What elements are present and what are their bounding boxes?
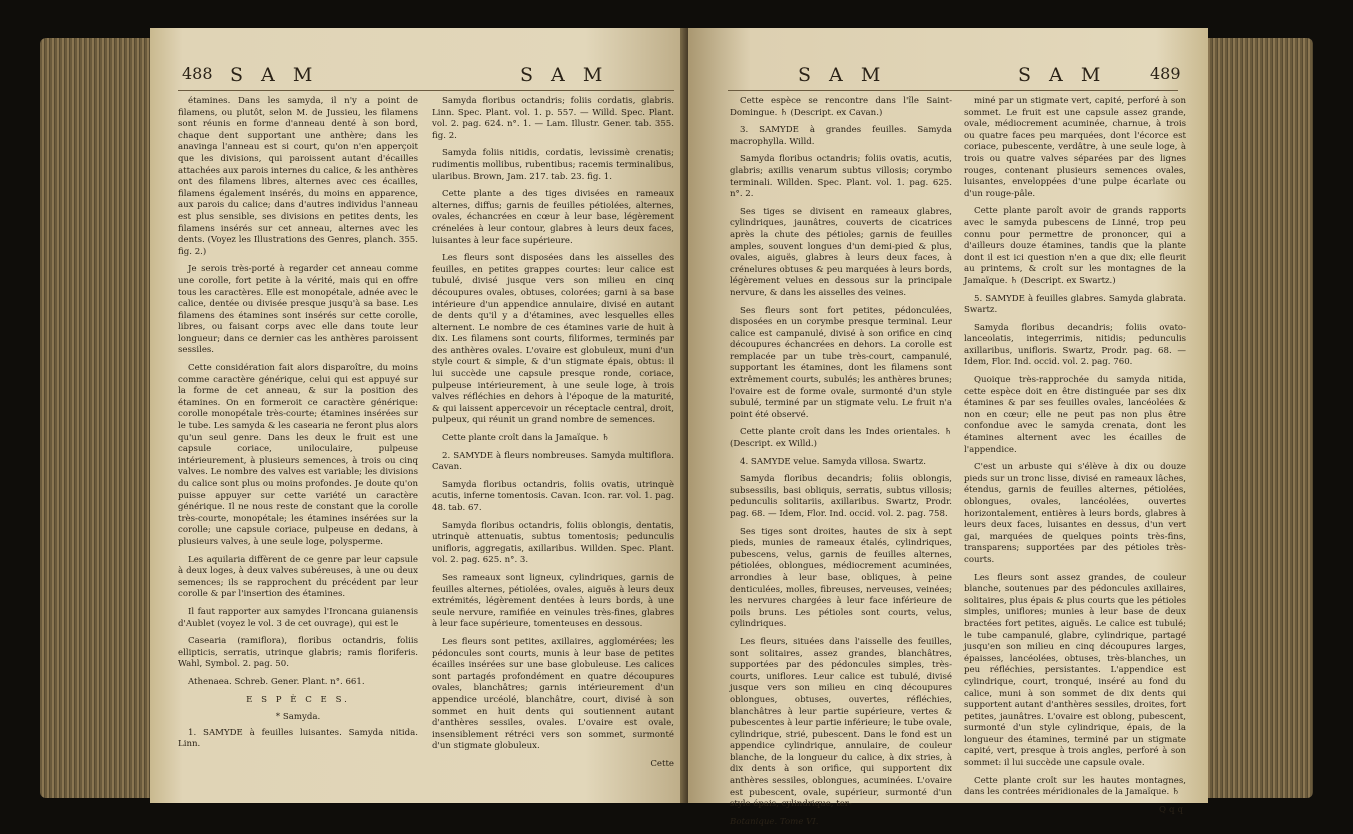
section-heading: E S P È C E S. <box>246 694 350 705</box>
paragraph: C'est un arbuste qui s'élève à dix ou douze pieds sur un tronc lisse, divisé en rameaux lâches, étendus, garnis de feuilles alternes, pétiolées, oblongues, ovales, lancéolées, ouvertes horizontalement, entières à leurs bords, glabres à leurs deux faces, luisantes en dessus, d'un vert gai, marquées de quelques points très-fins, transparens; supportées par des pétioles très-courts. <box>964 462 1186 565</box>
page-edges-left <box>40 38 160 798</box>
catchword: Cette <box>650 758 674 769</box>
paragraph: Il faut rapporter aux samydes l'Ironcana guianensis d'Aublet (voyez le vol. 3 de cet ouvrage), qui est le <box>178 606 418 629</box>
open-book <box>40 20 1313 827</box>
column-left <box>178 96 418 757</box>
paragraph: Casearia (ramiflora), floribus octandris, foliis ellipticis, serratis, utrinque glabris; ramis floriferis. Wahl, Symbol. 2. pag. 50. <box>178 636 418 670</box>
page-number: 488 <box>182 64 213 83</box>
paragraph: miné par un stigmate vert, capité, perforé à son sommet. Le fruit est une capsule assez grande, ovale, médiocrement acuminée, charnue, à trois ou quatre faces peu marquées, dont l'écorce est coriace, pubescente, verdâtre, à une seule loge, à trois ou quatre valves séparées par des lignes rouges, contenant plusieurs semences ovales, luisantes, enveloppées d'une pulpe écarlate ou d'un rouge-pâle. <box>964 96 1186 199</box>
paragraph: Samyda floribus octandris, foliis ovatis, utrinquè acutis, inferne tomentosis. Cavan. Icon. rar. vol. 1. pag. 48. tab. 67. <box>432 479 674 513</box>
running-header: S A M <box>230 64 319 86</box>
paragraph: Cette espèce se rencontre dans l'île Saint-Domingue. ♄ (Descript. ex Cavan.) <box>730 96 952 118</box>
paragraph: Cette plante croît sur les hautes montagnes, dans les contrées méridionales de la Jamaïque. ♄ <box>964 775 1186 798</box>
paragraph: Les fleurs sont assez grandes, de couleur blanche, soutenues par des pédoncules axillaires, solitaires, plus épais & plus courts que les pétioles simples, uniflores; munies à leur base de deux bractées fort petites, aiguës. Le calice est tubulé; le tube campanulé, glabre, cylindrique, partagé jusqu'en son milieu en cinq découpures larges, épaisses, lancéolées, obtuses, très-blanches, un peu réfléchies, persistantes. L'appendice est cylindrique, court, tronqué, inséré au fond du calice, muni à son sommet de dix dents qui supportent autant d'anthères sessiles, droites, fort petites, jaunâtres. L'ovaire est oblong, pubescent, surmonté d'un style cylindrique, épais, de la longueur des étamines, terminé par un stigmate capité, vert, presque à trois angles, perforé à son sommet: il lui succède une capsule ovale. <box>964 572 1186 769</box>
page-edges-right <box>1193 38 1313 798</box>
paragraph: Les fleurs sont disposées dans les aisselles des feuilles, en petites grappes courtes: leur calice est tubulé, divisé jusque vers son milieu en cinq découpures ovales, obtuses, colorées; garni à sa base intérieure d'un appendice annulaire, divisé en autant de dents qu'il y a d'étamines, avec lesquelles elles alternent. Le nombre de ces étamines varie de huit à dix. Les filamens sont courts, filiformes, terminés par des anthères ovales. L'ovaire est globuleux, muni d'un style court & simple, & d'un stigmate épais, obtus: il lui succède une capsule presque ronde, coriace, pulpeuse intérieurement, à une seule loge, à trois valves réfléchies en dehors à l'époque de la maturité, & qui laissent appercevoir un réceptacle central, droit, pulpeux, qui réunit un grand nombre de semences. <box>432 253 674 426</box>
paragraph: 5. SAMYDE à feuilles glabres. Samyda glabrata. Swartz. <box>964 293 1186 316</box>
paragraph: Cette plante croît dans la Jamaïque. ♄ <box>442 433 610 444</box>
subsection-heading: * Samyda. <box>275 712 321 723</box>
paragraph: Ses fleurs sont fort petites, pédonculées, disposées en un corymbe presque terminal. Leur calice est campanulé, divisé à son orifice en cinq découpures échancrées en dehors. La corolle est remplacée par un tube très-court, campanulé, supportant les étamines, dont les filamens sont extrêmement courts, subulés; les anthères brunes; l'ovaire est de forme ovale, surmonté d'un style subulé, terminé par un stigmate velu. Le fruit n'a point été observé. <box>730 305 952 420</box>
paragraph: Je serois très-porté à regarder cet anneau comme une corolle, fort petite à la vérité, mais qui en offre tous les caractères. Elle est monopétale, adnée avec le calice, dentée ou divisée presque jusqu'à sa base. Les filamens des étamines sont insérés sur cette corolle, libres, ou faisant corps avec elle dans toute leur longueur; dans ce dernier cas les anthères paroissent sessiles. <box>178 264 418 356</box>
header-rule <box>178 90 674 91</box>
paragraph: Athenaea. Schreb. Gener. Plant. n°. 661. <box>188 676 365 687</box>
paragraph: étamines. Dans les samyda, il n'y a point de filamens, ou plutôt, selon M. de Jussieu, les filamens sont réunis en forme d'anneau denté à son bord, chaque dent supportant une anthère; dans les anavinga l'anneau est si court, qu'on n'en apperçoit que les divisions, qui paroissent autant d'écailles attachées aux parois internes du calice, & les anthères ont des filamens libres, alternes avec ces écailles, filamens également insérés, du moins en apparence, aux parois du calice; dans d'autres individus l'anneau est plus sensible, ses divisions en petites dents, les filamens insérés sur cet anneau, alternes avec les dents. (Voyez les Illustrations des Genres, planch. 355. fig. 2.) <box>178 96 418 257</box>
paragraph: Cette plante croît dans les Indes orientales. ♄ (Descript. ex Willd.) <box>730 427 952 450</box>
page-number: 489 <box>1150 64 1181 83</box>
column-right <box>964 96 1186 816</box>
header-rule <box>728 90 1178 91</box>
paragraph: Les aquilaria diffèrent de ce genre par leur capsule à deux loges, à deux valves subéreuses, à une ou deux semences; ils se rapprochent du précédent par leur corolle & par l'insertion des étamines. <box>178 554 418 600</box>
paragraph: 1. SAMYDE à feuilles luisantes. Samyda nitida. Linn. <box>178 727 418 750</box>
paragraph: 3. SAMYDE à grandes feuilles. Samyda macrophylla. Willd. <box>730 125 952 147</box>
running-header: S A M <box>798 64 887 86</box>
paragraph: Les fleurs, situées dans l'aisselle des feuilles, sont solitaires, assez grandes, blanchâtres, supportées par des pédoncules simples, très-courts, uniflores. Leur calice est tubulé, divisé jusque vers son milieu en cinq découpures oblongues, obtuses, ouvertes, réfléchies, blanchâtres à leur partie supérieure, vertes & pubescentes à leur partie inférieure; le tube ovale, cylindrique, strié, pubescent. Dans le fond est un appendice cylindrique, annulaire, de couleur blanche, de la longueur du calice, à dix stries, à dix dents à son orifice, qui supportent dix anthères sessiles, oblongues, acuminées. L'ovaire est pubescent, ovale, supérieur, surmonté d'un style épais, cylindrique, ter- <box>730 636 952 810</box>
signature-mark: Qqq <box>1158 804 1186 815</box>
paragraph: Cette considération fait alors disparoître, du moins comme caractère générique, celui qui est appuyé sur la forme de cet anneau, & sur la position des étamines. On en formeroit ce caractère générique: corolle monopétale très-courte; étamines insérées sur le tube. Les samyda & les casearia ne feront plus alors qu'un seul genre. Dans les deux le fruit est une capsule coriace, uniloculaire, pulpeuse intérieurement, à plusieurs semences, à trois ou cinq valves. Le nombre des valves est variable; les divisions du calice sont plus ou moins profondes. Je doute qu'on puisse appuyer sur cette variété un caractère générique. Il ne nous reste de constant que la corolle très-courte, monopétale; les étamines insérées sur la corolle; une capsule coriace, pulpeuse en dedans, à plusieurs valves, à une seule loge, polysperme. <box>178 363 418 547</box>
left-page <box>150 28 694 803</box>
column-left <box>730 96 952 834</box>
paragraph: Samyda foliis nitidis, cordatis, levissimè crenatis; rudimentis mollibus, rubentibus; racemis terminalibus, ularibus. Brown, Jam. 217. tab. 23. fig. 1. <box>432 148 674 182</box>
paragraph: Ses rameaux sont ligneux, cylindriques, garnis de feuilles alternes, pétiolées, ovales, aiguës à leurs deux extrémités, légèrement dentées à leurs bords, à une seule nervure, ramifiée en veinules très-fines, glabres à leur face supérieure, tomenteuses en dessous. <box>432 572 674 630</box>
paragraph: Quoique très-rapprochée du samyda nitida, cette espèce doit en être distinguée par ses dix étamines & par ses feuilles ovales, lancéolées & non en cœur; elle ne peut pas non plus être confondue avec le samyda crenata, dont les étamines alternent avec les écailles de l'appendice. <box>964 375 1186 455</box>
paragraph: Cette plante paroît avoir de grands rapports avec le samyda pubescens de Linné, trop peu connu pour permettre de prononcer, qui a d'ailleurs douze étamines, tandis que la plante dont il est ici question n'en a que dix; elle fleurit au printems, & croît sur les montagnes de la Jamaïque. ♄ (Descript. ex Swartz.) <box>964 206 1186 286</box>
paragraph: 2. SAMYDE à fleurs nombreuses. Samyda multiflora. Cavan. <box>432 450 674 473</box>
paragraph: Samyda floribus octandris, foliis oblongis, dentatis, utrinquè attenuatis, subtus tomentosis; pedunculis unifloris, aggregatis, axillaribus. Willden. Spec. Plant. vol. 2. pag. 625. n°. 3. <box>432 520 674 566</box>
running-header-2: S A M <box>1018 64 1107 86</box>
column-right <box>432 96 674 770</box>
paragraph: Samyda floribus decandris; foliis oblongis, subsessilis, basi obliquis, serratis, subtus villosis; pedunculis solitariis, axillaribus. Swartz, Prodr. pag. 68. — Idem, Flor. Ind. occid. vol. 2. pag. 758. <box>730 474 952 519</box>
paragraph: 4. SAMYDE velue. Samyda villosa. Swartz. <box>740 456 926 467</box>
paragraph: Samyda floribus decandris; foliis ovato-lanceolatis, integerrimis, nitidis; pedunculis axillaribus, unifloris. Swartz, Prodr. pag. 68. — Idem, Flor. Ind. occid. vol. 2. pag. 760. <box>964 322 1186 368</box>
paragraph: Samyda floribus octandris; foliis cordatis, glabris. Linn. Spec. Plant. vol. 1. p. 557. — Willd. Spec. Plant. vol. 2. pag. 624. n°. 1. — Lam. Illustr. Gener. tab. 355. fig. 2. <box>432 96 674 141</box>
volume-footer: Botanique. Tome VI. <box>730 816 819 827</box>
right-page <box>688 28 1208 827</box>
running-header-2: S A M <box>520 64 609 86</box>
paragraph: Ses tiges sont droites, hautes de six à sept pieds, munies de rameaux étalés, cylindriques, pubescens, velus, garnis de feuilles alternes, pétiolées, oblongues, médiocrement acuminées, arrondies à leur base, obliques, à peine denticulées, molles, fibreuses, nerveuses, veinées; les nervures chargées à leur face inférieure de poils bruns. Les pétioles sont courts, velus, cylindriques. <box>730 526 952 630</box>
paragraph: Cette plante a des tiges divisées en rameaux alternes, diffus; garnis de feuilles pétiolées, alternes, ovales, échancrées en cœur à leur base, légèrement crénelées à leur contour, glabres à leurs deux faces, luisantes à leur face supérieure. <box>432 189 674 246</box>
paragraph: Samyda floribus octandris; foliis ovatis, acutis, glabris; axillis venarum subtus villosis; corymbo terminali. Willden. Spec. Plant. vol. 1. pag. 625. n°. 2. <box>730 154 952 200</box>
paragraph: Les fleurs sont petites, axillaires, agglomérées; les pédoncules sont courts, munis à leur base de petites écailles insérées sur une base globuleuse. Les calices sont partagés profondément en quatre découpures ovales, blanchâtres; garnis intérieurement d'un appendice urcéolé, blanchâtre, court, divisé à son sommet en huit dents qui soutiennent autant d'anthères sessiles, ovales. L'ovaire est ovale, insensiblement rétréci vers son sommet, surmonté d'un stigmate globuleux. <box>432 636 674 752</box>
paragraph: Ses tiges se divisent en rameaux glabres, cylindriques, jaunâtres, couverts de cicatrices après la chute des pétioles; garnis de feuilles amples, souvent longues d'un demi-pied & plus, ovales, aiguës, glabres à leurs deux faces, à crénelures obtuses & peu marquées à leurs bords, légèrement velues en dessous sur la principale nervure, & dans les aisselles des veines. <box>730 206 952 298</box>
